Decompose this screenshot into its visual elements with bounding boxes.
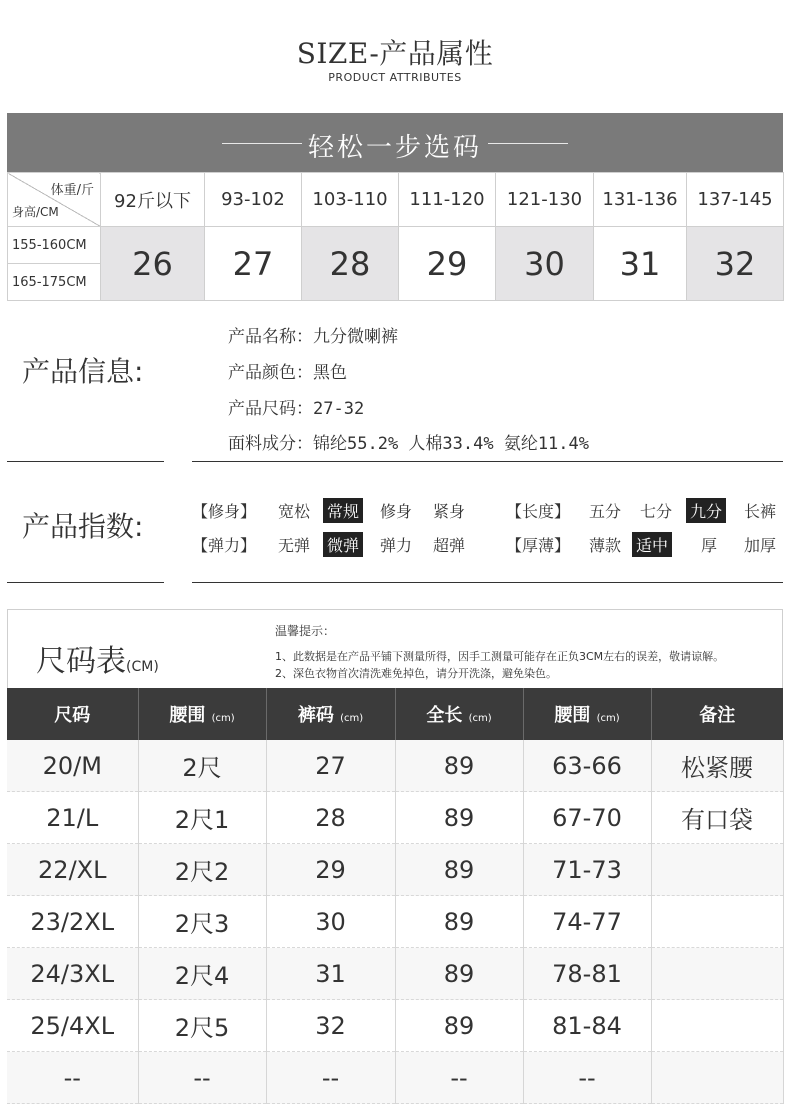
table-cell: 松紧腰 bbox=[651, 740, 783, 792]
table-cell: 89 bbox=[395, 1000, 523, 1052]
table-cell: 2尺 bbox=[138, 740, 266, 792]
table-cell: 2尺2 bbox=[138, 844, 266, 896]
table-cell: -- bbox=[7, 1052, 138, 1104]
table-cell: 2尺1 bbox=[138, 792, 266, 844]
column-header: 裤码 (cm) bbox=[266, 688, 395, 740]
fit-option: 宽松 bbox=[278, 502, 311, 521]
column-header: 腰围 (cm) bbox=[138, 688, 266, 740]
table-cell: 27 bbox=[266, 740, 395, 792]
length-label: 【长度】 bbox=[506, 502, 571, 521]
table-cell: 29 bbox=[266, 844, 395, 896]
table-row bbox=[7, 740, 783, 792]
weight-axis-label: 体重/斤 bbox=[50, 183, 94, 198]
divider bbox=[7, 582, 164, 583]
product-color: 产品颜色：黑色 bbox=[228, 363, 347, 383]
corner-cell bbox=[8, 173, 101, 227]
quick-select-title: 轻松一步选码 bbox=[307, 133, 482, 163]
size-cell: 31 bbox=[594, 227, 687, 301]
table-cell: 89 bbox=[395, 948, 523, 1000]
height-axis-label: 身高/CM bbox=[12, 205, 59, 219]
table-cell: -- bbox=[266, 1052, 395, 1104]
tip-line: 1、此数据是在产品平铺下测量所得，因手工测量可能存在正负3CM左右的误差，敬请谅解。 bbox=[275, 650, 725, 663]
table-cell: 89 bbox=[395, 740, 523, 792]
size-chart-table bbox=[7, 688, 784, 1104]
table-cell: 25/4XL bbox=[7, 1000, 138, 1052]
thickness-option: 加厚 bbox=[744, 536, 777, 555]
quick-select-table bbox=[7, 172, 784, 301]
thickness-option: 厚 bbox=[701, 536, 718, 555]
table-cell: 2尺3 bbox=[138, 896, 266, 948]
table-cell: -- bbox=[523, 1052, 651, 1104]
divider bbox=[7, 461, 164, 462]
weight-range: 92斤以下 bbox=[101, 173, 205, 227]
size-cell: 27 bbox=[205, 227, 302, 301]
length-option: 五分 bbox=[589, 502, 622, 521]
stretch-option-selected: 微弹 bbox=[323, 532, 363, 557]
table-cell: 74-77 bbox=[523, 896, 651, 948]
divider bbox=[192, 582, 783, 583]
table-cell bbox=[651, 896, 783, 948]
divider bbox=[192, 461, 783, 462]
stretch-option: 超弹 bbox=[433, 536, 466, 555]
table-row bbox=[7, 1000, 783, 1052]
fit-label: 【修身】 bbox=[192, 502, 257, 521]
stretch-label: 【弹力】 bbox=[192, 536, 257, 555]
table-row bbox=[7, 844, 783, 896]
stretch-option: 弹力 bbox=[380, 536, 413, 555]
product-info-label: 产品信息: bbox=[22, 355, 144, 388]
table-cell: -- bbox=[138, 1052, 266, 1104]
thickness-label: 【厚薄】 bbox=[506, 536, 571, 555]
size-cell: 32 bbox=[687, 227, 784, 301]
tip-line: 2、深色衣物首次清洗难免掉色，请分开洗涤，避免染色。 bbox=[275, 667, 557, 680]
column-header: 全长 (cm) bbox=[395, 688, 523, 740]
size-cell: 29 bbox=[399, 227, 496, 301]
size-cell: 28 bbox=[302, 227, 399, 301]
weight-range: 131-136 bbox=[594, 173, 687, 227]
table-cell bbox=[651, 1000, 783, 1052]
weight-range: 137-145 bbox=[687, 173, 784, 227]
product-name: 产品名称：九分微喇裤 bbox=[228, 327, 398, 347]
table-cell: 81-84 bbox=[523, 1000, 651, 1052]
thickness-option: 薄款 bbox=[589, 536, 622, 555]
tips-title: 温馨提示： bbox=[275, 624, 336, 638]
table-cell: 63-66 bbox=[523, 740, 651, 792]
table-cell: 67-70 bbox=[523, 792, 651, 844]
table-cell: 32 bbox=[266, 1000, 395, 1052]
size-chart-title: 尺码表(CM) bbox=[36, 644, 159, 679]
table-cell: 89 bbox=[395, 844, 523, 896]
height-row bbox=[8, 227, 784, 264]
table-cell: 89 bbox=[395, 896, 523, 948]
product-index-label: 产品指数: bbox=[22, 510, 144, 543]
table-cell: -- bbox=[395, 1052, 523, 1104]
fit-option: 紧身 bbox=[433, 502, 466, 521]
table-cell: 78-81 bbox=[523, 948, 651, 1000]
thickness-option-selected: 适中 bbox=[632, 532, 672, 557]
table-cell: 22/XL bbox=[7, 844, 138, 896]
weight-range: 103-110 bbox=[302, 173, 399, 227]
table-cell: 28 bbox=[266, 792, 395, 844]
table-cell bbox=[651, 1052, 783, 1104]
table-cell: 20/M bbox=[7, 740, 138, 792]
weight-range: 121-130 bbox=[496, 173, 594, 227]
length-option-selected: 九分 bbox=[686, 498, 726, 523]
table-row bbox=[7, 1052, 783, 1104]
table-cell: 71-73 bbox=[523, 844, 651, 896]
column-header: 尺码 bbox=[7, 688, 138, 740]
page-title: SIZE-产品属性 bbox=[296, 37, 494, 70]
weight-range: 111-120 bbox=[399, 173, 496, 227]
table-cell bbox=[651, 948, 783, 1000]
table-cell bbox=[651, 844, 783, 896]
table-cell: 89 bbox=[395, 792, 523, 844]
column-header: 腰围 (cm) bbox=[523, 688, 651, 740]
product-size-range: 产品尺码：27-32 bbox=[228, 399, 365, 419]
size-chart-header bbox=[7, 688, 783, 740]
table-cell: 31 bbox=[266, 948, 395, 1000]
product-fabric: 面料成分：锦纶55.2% 人棉33.4% 氨纶11.4% bbox=[228, 434, 589, 454]
fit-option: 修身 bbox=[380, 502, 413, 521]
length-option: 七分 bbox=[640, 502, 673, 521]
size-cell: 30 bbox=[496, 227, 594, 301]
table-cell: 24/3XL bbox=[7, 948, 138, 1000]
table-row bbox=[7, 792, 783, 844]
length-option: 长裤 bbox=[744, 502, 777, 521]
table-cell: 有口袋 bbox=[651, 792, 783, 844]
table-cell: 23/2XL bbox=[7, 896, 138, 948]
height-range: 155-160CM bbox=[8, 227, 101, 264]
weight-range: 93-102 bbox=[205, 173, 302, 227]
table-row bbox=[7, 948, 783, 1000]
column-header: 备注 bbox=[651, 688, 783, 740]
size-cell: 26 bbox=[101, 227, 205, 301]
table-cell: 2尺4 bbox=[138, 948, 266, 1000]
table-row bbox=[7, 896, 783, 948]
fit-option-selected: 常规 bbox=[323, 498, 363, 523]
page-subtitle: PRODUCT ATTRIBUTES bbox=[328, 71, 462, 84]
table-cell: 21/L bbox=[7, 792, 138, 844]
height-range: 165-175CM bbox=[8, 264, 101, 301]
table-cell: 2尺5 bbox=[138, 1000, 266, 1052]
stretch-option: 无弹 bbox=[278, 536, 311, 555]
weight-row bbox=[8, 173, 784, 227]
table-cell: 30 bbox=[266, 896, 395, 948]
